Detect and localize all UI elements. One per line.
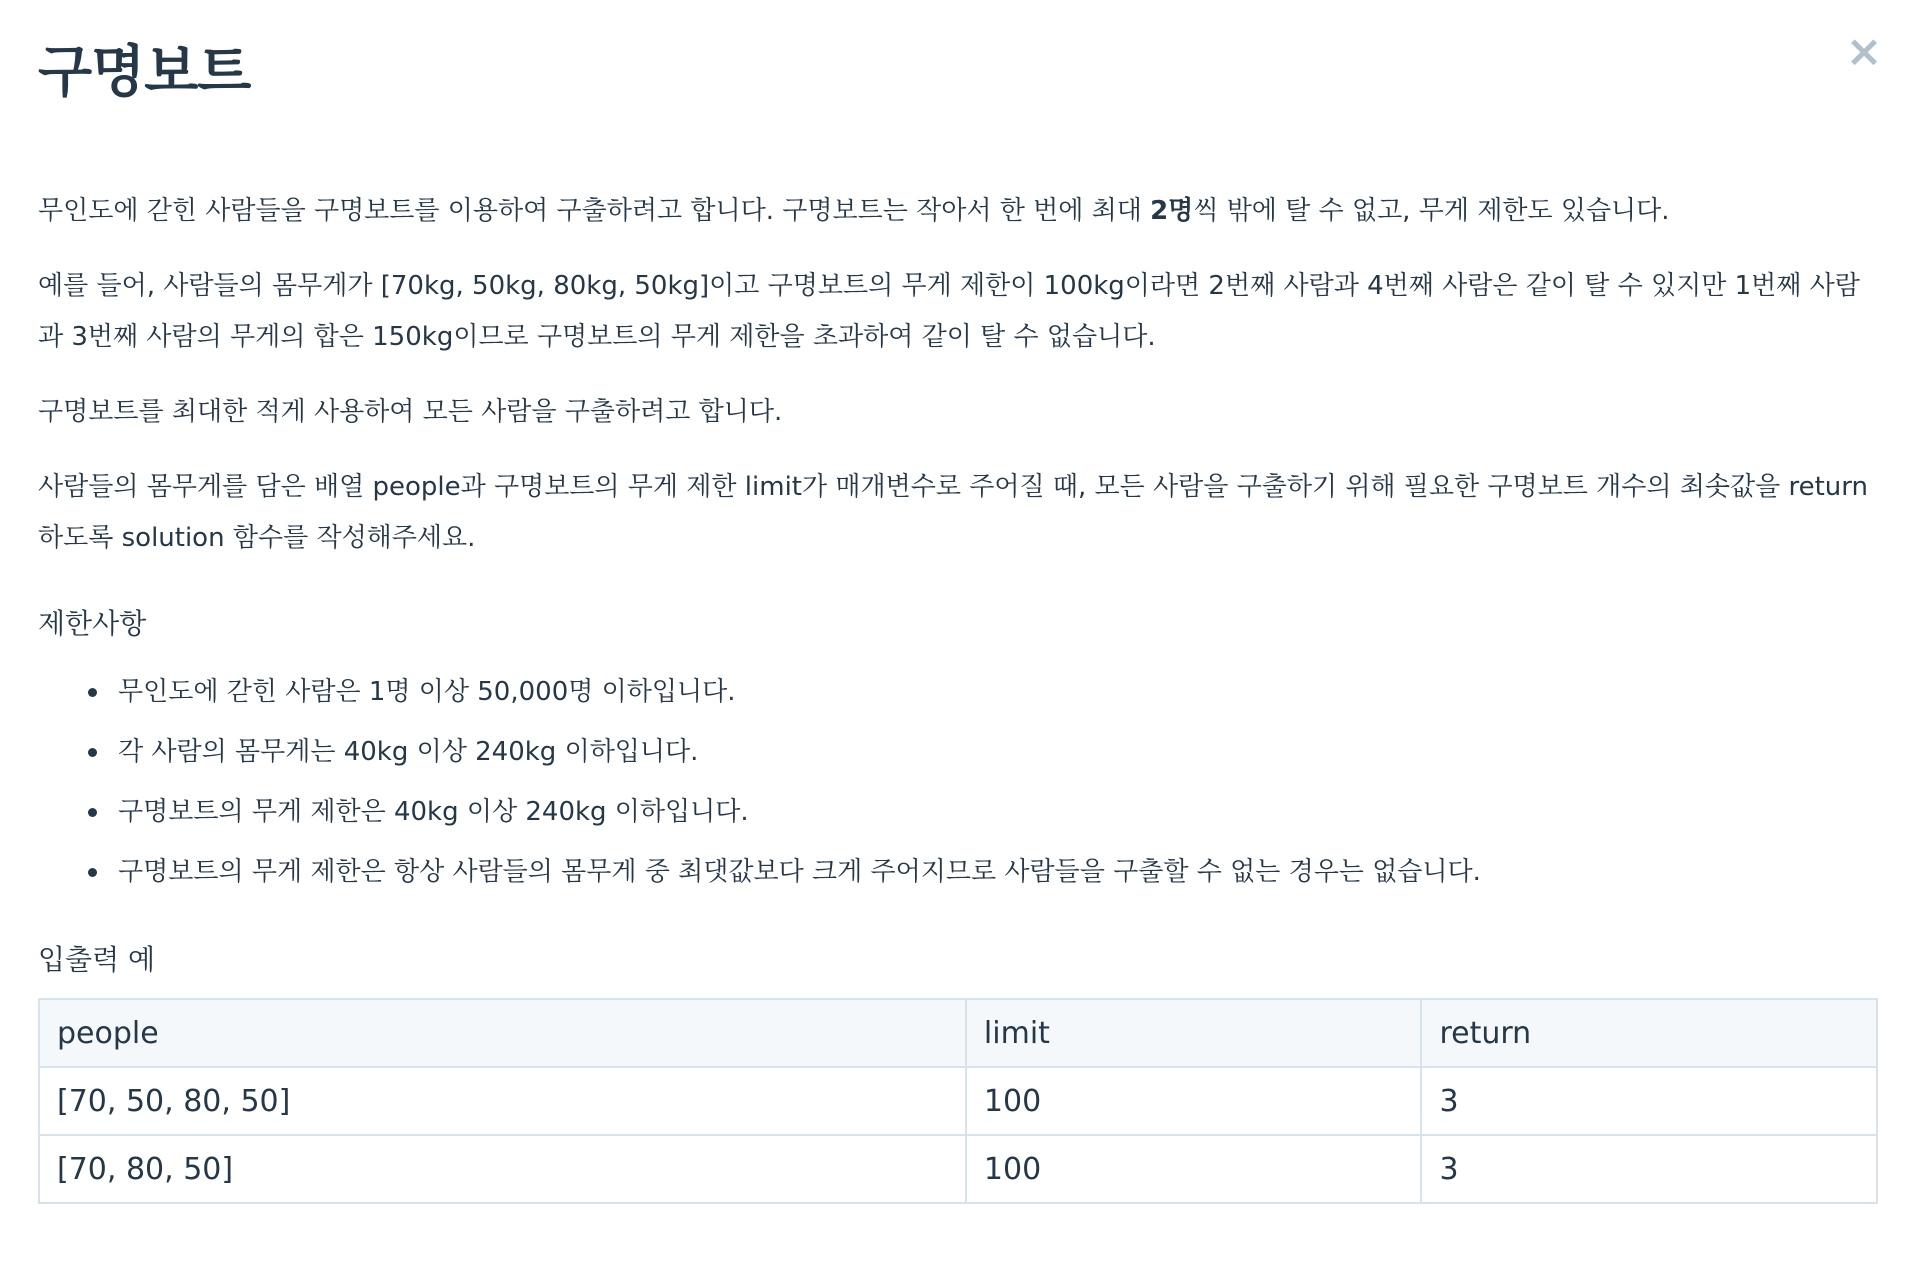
list-item — [78, 842, 1878, 902]
problem-title: 구명보트 — [38, 40, 251, 105]
list-item — [78, 782, 1878, 842]
table-row — [39, 1135, 1877, 1203]
table-cell: [70, 80, 50] — [39, 1135, 966, 1203]
table-cell: 100 — [966, 1135, 1422, 1203]
constraints-list — [38, 662, 1878, 902]
constraint-text: 구명보트의 무게 제한은 항상 사람들의 몸무게 중 최댓값보다 크게 주어지므로 사람들을 구출할 수 없는 경우는 없습니다. — [118, 857, 1481, 887]
column-header-return: return — [1421, 999, 1877, 1067]
examples-heading: 입출력 예 — [38, 943, 156, 976]
description-text: 무인도에 갇힌 사람들을 구명보트를 이용하여 구출하려고 합니다. 구명보트는 작아서 한 번에 최대 — [38, 196, 1151, 226]
bullet-icon — [88, 808, 97, 817]
constraints-heading: 제한사항 — [38, 607, 147, 640]
bullet-icon — [88, 868, 97, 877]
table-row — [39, 1067, 1877, 1135]
table-cell: 3 — [1421, 1135, 1877, 1203]
description-bold-text: 2명 — [1150, 196, 1194, 226]
table-header-row — [39, 999, 1877, 1067]
column-header-people: people — [39, 999, 966, 1067]
description-paragraph-2: 예를 들어, 사람들의 몸무게가 [70kg, 50kg, 80kg, 50kg]이고 구명보트의 무게 제한이 100kg이라면 2번째 사람과 4번째 사람은 같이 탈 수 있지만 1번째 사람과 3번째 사람의 무게의 합은 150kg이므로 구명보트의 무게 제한을 초과하여 같이 탈 수 없습니다. — [38, 271, 1860, 352]
constraint-text: 각 사람의 몸무게는 40kg 이상 240kg 이하입니다. — [118, 737, 699, 767]
bullet-icon — [88, 748, 97, 757]
description-paragraph-3: 구명보트를 최대한 적게 사용하여 모든 사람을 구출하려고 합니다. — [38, 397, 783, 427]
examples-table — [38, 998, 1878, 1204]
list-item — [78, 662, 1878, 722]
constraint-text: 구명보트의 무게 제한은 40kg 이상 240kg 이하입니다. — [118, 797, 749, 827]
list-item — [78, 722, 1878, 782]
close-icon[interactable]: × — [1845, 26, 1883, 77]
constraint-text: 무인도에 갇힌 사람은 1명 이상 50,000명 이하입니다. — [118, 677, 736, 707]
table-cell: 100 — [966, 1067, 1422, 1135]
description-text: 씩 밖에 탈 수 없고, 무게 제한도 있습니다. — [1193, 196, 1670, 226]
description-paragraph-1 — [38, 186, 1878, 237]
table-cell: 3 — [1421, 1067, 1877, 1135]
table-cell: [70, 50, 80, 50] — [39, 1067, 966, 1135]
problem-description — [38, 186, 1878, 1204]
bullet-icon — [88, 688, 97, 697]
description-paragraph-4: 사람들의 몸무게를 담은 배열 people과 구명보트의 무게 제한 limit가 매개변수로 주어질 때, 모든 사람을 구출하기 위해 필요한 구명보트 개수의 최솟값을 return 하도록 solution 함수를 작성해주세요. — [38, 472, 1868, 553]
column-header-limit: limit — [966, 999, 1422, 1067]
